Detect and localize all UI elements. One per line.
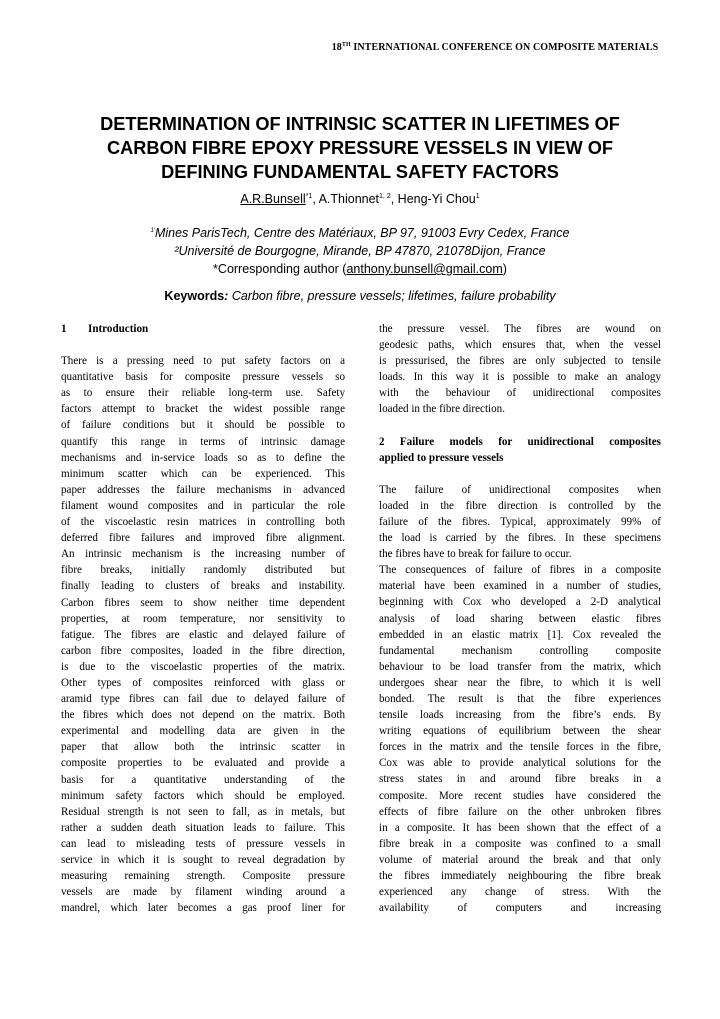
section-2-paragraph bbox=[379, 562, 661, 916]
text-line: can lead to misleading tests of pressure vessels in bbox=[61, 837, 345, 850]
keywords-colon: : bbox=[224, 289, 229, 303]
text-line: behaviour to be load transfer from the matrix, which bbox=[379, 660, 661, 673]
text-line: measuring remaining strength. Composite pressure bbox=[61, 870, 345, 883]
text-line: finally leading to clusters of breaks and instability. bbox=[61, 580, 345, 593]
text-line: is pressurised, the fibres are only subjected to tensile bbox=[379, 355, 661, 368]
text-line: service in which it is sought to reveal degradation by bbox=[61, 854, 345, 866]
keywords-line bbox=[0, 289, 720, 303]
text-line: is due to the viscoelastic properties of the matrix. bbox=[61, 660, 345, 673]
keywords-text: Carbon fibre, pressure vessels; lifetimes, failure probability bbox=[228, 289, 556, 303]
corresponding-suffix: ) bbox=[502, 262, 507, 276]
intro-paragraph-continued bbox=[379, 321, 661, 418]
text-line: with the behaviour of unidirectional composites bbox=[379, 387, 661, 400]
text-line: Other types of composites reinforced with glass or bbox=[61, 676, 345, 689]
text-line: basis for a quantitative understanding of the bbox=[61, 773, 345, 786]
text-line: There is a pressing need to put safety factors on a bbox=[61, 355, 345, 368]
affiliation-2: ²Université de Bourgogne, Mirande, BP 47870, 21078Dijon, France bbox=[174, 244, 546, 258]
text-line: fibre break in a composite was confined to a small bbox=[379, 837, 661, 850]
text-line: fatigue. The fibres are elastic and delayed failure of bbox=[61, 628, 345, 641]
text-line: experienced any change of stress. With the bbox=[379, 886, 661, 899]
text-line: the load is carried by the fibres. In these specimens bbox=[379, 532, 661, 545]
text-line: effects of fibre failure on the other unbroken fibres bbox=[379, 805, 661, 818]
text-line: in a composite. It has been shown that the effect of a bbox=[379, 821, 661, 834]
corresponding-prefix: *Corresponding author ( bbox=[213, 262, 347, 276]
intro-paragraph bbox=[61, 353, 345, 916]
text-line: the pressure vessel. The fibres are wound on bbox=[379, 323, 661, 335]
author-thionnet-affil: 1, 2 bbox=[379, 193, 391, 200]
text-line: mechanisms and in-service loads so as to define the bbox=[61, 451, 345, 464]
text-line: deferred fibre failures and improved fibre alignment. bbox=[61, 532, 345, 545]
corresponding-email-link[interactable]: anthony.bunsell@gmail.com bbox=[346, 262, 503, 276]
text-line: paper that allow both the intrinsic scatter in bbox=[61, 741, 345, 754]
text-line: vessels are made by filament winding around a bbox=[61, 886, 345, 899]
text-line: factors attempt to bracket the widest possible range bbox=[61, 403, 345, 416]
affiliation-1-text: Mines ParisTech, Centre des Matériaux, BP 97, 91003 Evry Cedex, France bbox=[154, 226, 570, 240]
text-line: loaded in the fibre direction. bbox=[379, 403, 505, 416]
text-line: composite properties to be evaluated and provide a bbox=[61, 757, 345, 770]
text-line: filament wound composites and in particular the role bbox=[61, 499, 345, 512]
corresponding-author bbox=[0, 260, 720, 278]
text-line: of failure conditions but it should be possible to bbox=[61, 419, 345, 432]
text-line: geodesic paths, which ensures that, when the vessel bbox=[379, 339, 661, 352]
section-1-title: Introduction bbox=[88, 323, 149, 335]
text-line: as to ensure their reliable long-term use. Safety bbox=[61, 387, 345, 400]
author-list bbox=[0, 192, 720, 206]
text-line: the fibres immediately neighbouring the fibre break bbox=[379, 870, 661, 882]
header-text: INTERNATIONAL CONFERENCE ON COMPOSITE MATERIALS bbox=[350, 42, 659, 53]
text-line: stress states in and around fibre breaks in a bbox=[379, 773, 661, 786]
text-line: volume of material around the break and that only bbox=[379, 853, 661, 866]
text-line: Carbon fibres seem to show neither time dependent bbox=[61, 596, 345, 609]
text-line: properties, at room temperature, nor sensitivity to bbox=[61, 612, 345, 625]
author-chou: , Heng-Yi Chou bbox=[390, 192, 476, 206]
text-line: material have been examined in a number of studies, bbox=[379, 580, 661, 593]
header-number: 18 bbox=[331, 42, 342, 53]
title-line: CARBON FIBRE EPOXY PRESSURE VESSELS IN VIEW OF bbox=[107, 138, 613, 158]
text-line: The failure of unidirectional composites when bbox=[379, 483, 661, 496]
section-1-heading bbox=[61, 321, 345, 337]
conference-header bbox=[0, 42, 720, 53]
text-line: the fibres have to break for failure to occur. bbox=[379, 548, 572, 561]
title-line: DETERMINATION OF INTRINSIC SCATTER IN LIFETIMES OF bbox=[100, 114, 620, 134]
text-line: carbon fibre composites, loaded in the fibre direction, bbox=[61, 644, 345, 657]
text-line: aramid type fibres can fail due to delayed failure of bbox=[61, 693, 345, 706]
section-2-paragraph bbox=[379, 482, 661, 562]
title-line: DEFINING FUNDAMENTAL SAFETY FACTORS bbox=[161, 162, 559, 182]
text-line: of the viscoelastic resin matrices in controlling both bbox=[61, 516, 345, 529]
text-line: loads. In this way it is possible to make an analogy bbox=[379, 371, 661, 384]
section-2-heading-line: applied to pressure vessels bbox=[379, 451, 504, 464]
text-line: quantitative basis for composite pressure vessels so bbox=[61, 371, 345, 384]
author-bunsell-affil: *1 bbox=[305, 193, 313, 200]
text-line: composite. More recent studies have considered the bbox=[379, 789, 661, 802]
author-chou-affil: 1 bbox=[475, 193, 480, 200]
affiliation-1 bbox=[0, 222, 720, 242]
text-line: Cox was able to provide analytical solutions for the bbox=[379, 757, 661, 770]
text-line: undergoes shear near the fibre, to which it is well bbox=[379, 676, 661, 689]
text-line: minimum scatter which can be experienced. This bbox=[61, 467, 345, 480]
paper-title bbox=[40, 112, 680, 184]
text-line: writing equations of equilibrium between the shear bbox=[379, 725, 661, 738]
right-column bbox=[379, 321, 661, 916]
text-line: fundamental mechanism controlling composite bbox=[379, 644, 661, 657]
text-line: fibre breaks, initially randomly distributed but bbox=[61, 564, 345, 577]
text-line: An intrinsic mechanism is the increasing number of bbox=[61, 548, 345, 561]
text-line: analysis of load sharing between elastic fibres bbox=[379, 612, 661, 625]
section-2-heading-line: 2 Failure models for unidirectional composites bbox=[379, 435, 661, 448]
header-ordinal: TH bbox=[341, 42, 351, 48]
text-line: minimum safety factors which should be employed. bbox=[61, 789, 345, 802]
text-line: mandrel, which later becomes a gas proof liner for bbox=[61, 902, 345, 915]
author-thionnet: , A.Thionnet bbox=[312, 192, 380, 206]
text-line: embedded in an elastic matrix [1]. Cox revealed the bbox=[379, 628, 661, 641]
text-line: rather a sudden death situation leads to failure. This bbox=[61, 821, 345, 834]
text-line: paper addresses the failure mechanisms in advanced bbox=[61, 483, 345, 496]
keywords-label: Keywords bbox=[164, 289, 225, 303]
affiliations bbox=[0, 222, 720, 278]
text-line: loaded in the fibre direction is controlled by the bbox=[379, 499, 661, 512]
section-1-number: 1 bbox=[61, 323, 67, 335]
text-line: availability of computers and increasing bbox=[379, 902, 661, 915]
author-bunsell: A.R.Bunsell bbox=[240, 192, 306, 206]
text-line: beginning with Cox who developed a 2-D analytical bbox=[379, 596, 661, 609]
text-line: tensile loads increasing from the fibre’s ends. By bbox=[379, 709, 661, 722]
text-line: experimental and modelling data are given in the bbox=[61, 725, 345, 738]
text-line: quantify this range in terms of intrinsic damage bbox=[61, 435, 345, 448]
text-line: the fibres which does not depend on the matrix. Both bbox=[61, 709, 345, 722]
text-line: failure of the fibres. Typical, approximately 99% of bbox=[379, 515, 661, 528]
left-column bbox=[61, 321, 345, 916]
text-line: forces in the matrix and the tensile forces in the fibre, bbox=[379, 741, 661, 754]
text-line: bonded. The result is that the fibre experiences bbox=[379, 692, 661, 705]
affiliation-1-marker: 1' bbox=[150, 228, 155, 234]
text-line: Residual strength is not seen to fall, as in metals, but bbox=[61, 805, 345, 818]
text-line: The consequences of failure of fibres in a composite bbox=[379, 564, 661, 577]
